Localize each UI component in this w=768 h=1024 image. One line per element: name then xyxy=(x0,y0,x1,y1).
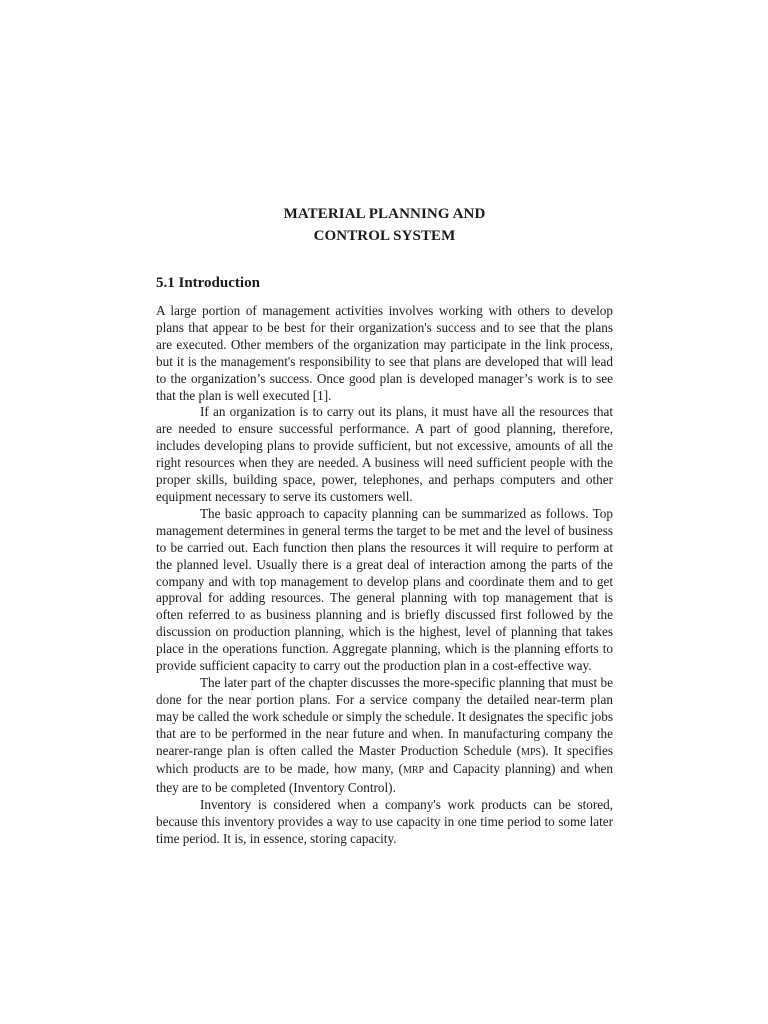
chapter-title xyxy=(156,203,613,247)
paragraph-4-text-a: The later part of the chapter discusses the more-specific planning that must be done for the near portion plans. For a service company the detailed near-term plan may be called the work schedule or simply the schedule. It designates the specific jobs that are to be performed in the near future and when. In manufacturing company the nearer-range plan is often called the Master Production Schedule ( xyxy=(156,674,613,758)
chapter-title-line-1: MATERIAL PLANNING AND xyxy=(283,206,486,222)
paragraph-4-text-c: and Capacity planning) and when they are to be completed (Inventory Control). xyxy=(156,761,613,796)
mps-abbreviation: MPS xyxy=(521,746,542,758)
paragraph-1: A large portion of management activities involves working with others to develop plans that appear to be best for their organization's success and to see that the plans are executed. Other members of the organization may participate in the link process, but it is the management's responsibility to see that plans are developed that will lead to the organization’s success. Once good plan is developed manager’s work is to see that the plan is well executed [1]. xyxy=(156,303,613,403)
chapter-title-line-2: CONTROL SYSTEM xyxy=(313,228,456,244)
paragraph-5: Inventory is considered when a company's work products can be stored, because this inventory provides a way to use capacity in one time period to some later time period. It is, in essence, storing capacity. xyxy=(156,797,613,847)
mrp-abbreviation: MRP xyxy=(402,765,425,777)
paragraph-4 xyxy=(156,675,613,797)
paragraph-2: If an organization is to carry out its plans, it must have all the resources that are needed to ensure successful performance. A part of good planning, therefore, includes developing plans to provide sufficient, but not excessive, amounts of all the right resources when they are needed. A business will need sufficient people with the proper skills, building space, power, telephones, and perhaps computers and other equipment necessary to serve its customers well. xyxy=(156,404,613,504)
section-heading: 5.1 Introduction xyxy=(156,275,260,291)
section-body xyxy=(156,303,613,848)
paragraph-3: The basic approach to capacity planning can be summarized as follows. Top management determines in general terms the target to be met and the level of business to be carried out. Each function then plans the resources it will require to perform at the planned level. Usually there is a great deal of interaction among the parts of the company and with top management to develop plans and coordinate them and to get approval for adding resources. The general planning with top management that is often referred to as business planning and is briefly discussed first followed by the discussion on production planning, which is the highest, level of planning that takes place in the operations function. Aggregate planning, which is the planning efforts to provide sufficient capacity to carry out the production plan in a cost-effective way. xyxy=(156,505,613,674)
paragraph-4-text-b: ). It specifies which products are to be made, how many, ( xyxy=(156,742,614,777)
document-page xyxy=(156,203,613,848)
